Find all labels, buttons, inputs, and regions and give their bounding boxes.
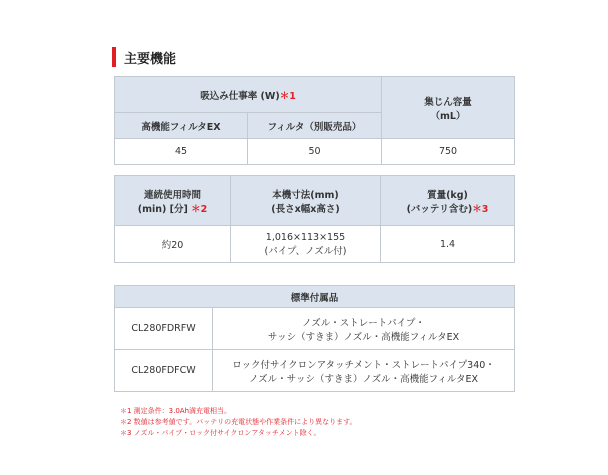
header-accessories: 標準付属品 [115,286,515,308]
header-weight: 質量(kg) (バッテリ含む)＊3 [381,176,515,226]
header-dust-capacity: 集じん容量 （mL） [382,77,515,139]
subheader-filter-ex: 高機能フィルタEX [115,113,248,139]
footnote-1: ＊1 測定条件：3.0Ah満充電相当。 [120,407,232,415]
section-title-text: 主要機能 [124,51,177,67]
value-dimensions: 1,016×113×155 (パイプ、ノズル付) [231,226,381,263]
note-marker-3: ＊3 [472,203,489,215]
section-title [112,46,176,68]
footnote-3: ＊3 ノズル・パイプ・ロック付サイクロンアタッチメント除く。 [120,429,321,437]
header-dimensions: 本機寸法(mm) (長さx幅x高さ) [231,176,381,226]
model-cl280fdrfw: CL280FDRFW [115,308,213,350]
suction-capacity-table [114,76,515,165]
accessories-cl280fdfcw: ロック付サイクロンアタッチメント・ストレートパイプ340・ ノズル・サッシ（すきま）ノズル・高機能フィルタEX [213,350,515,392]
value-suction-filter-ex: 45 [115,139,248,165]
note-marker-1: ＊1 [279,90,296,102]
value-dust-capacity: 750 [382,139,515,165]
runtime-dimension-table [114,175,515,263]
footnote-2: ＊2 数値は参考値です。バッテリの充電状態や作業条件により異なります。 [120,418,357,426]
value-suction-filter: 50 [248,139,382,165]
header-suction-power: 吸込み仕事率 (W)＊1 [115,77,382,113]
value-weight: 1.4 [381,226,515,263]
header-runtime: 連続使用時間 (min) [分] ＊2 [115,176,231,226]
footnotes [120,406,357,439]
accessories-cl280fdrfw: ノズル・ストレートパイプ・ サッシ（すきま）ノズル・高機能フィルタEX [213,308,515,350]
value-runtime: 約20 [115,226,231,263]
note-marker-2: ＊2 [191,203,208,215]
subheader-filter: フィルタ（別販売品） [248,113,382,139]
model-cl280fdfcw: CL280FDFCW [115,350,213,392]
accessories-table [114,285,515,392]
title-accent-bar [112,47,116,67]
